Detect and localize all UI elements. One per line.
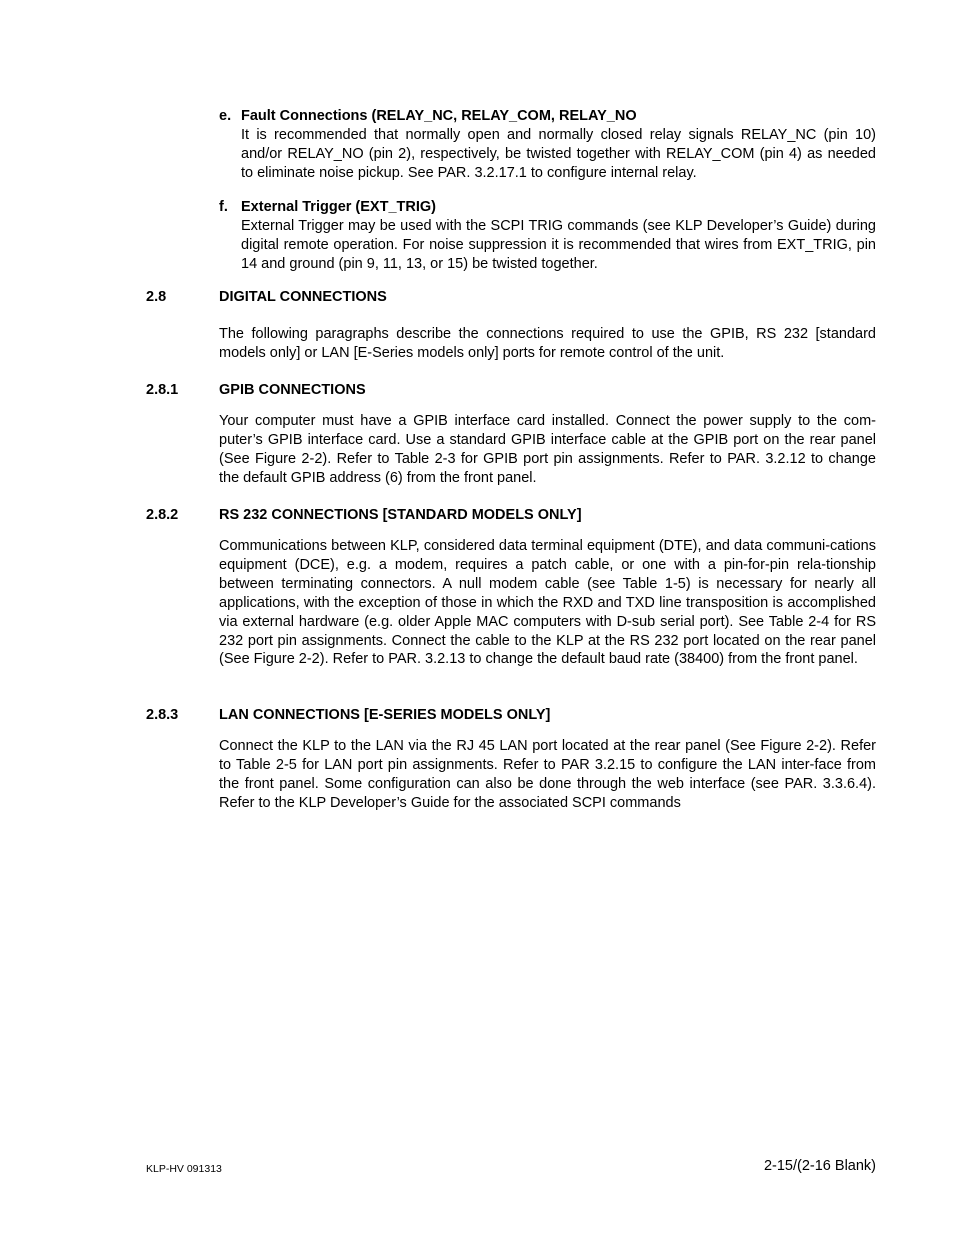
section-number: 2.8.3	[146, 707, 179, 723]
list-item-text: It is recommended that normally open and normally closed relay signals RELAY_NC (pin 10) and/or RELAY_NO (pin 2), respectively, be twisted together with RELAY_COM (pin 4) as needed to eliminate noise pickup. See PAR. 3.2.17.1 to configure internal relay.	[241, 127, 876, 181]
list-item-label: f.	[219, 199, 228, 215]
footer-document-id: KLP-HV 091313	[146, 1163, 222, 1175]
list-item-title: Fault Connections (RELAY_NC, RELAY_COM, RELAY_NO	[241, 108, 637, 124]
footer-page-number: 2-15/(2-16 Blank)	[763, 1158, 876, 1174]
section-paragraph-2-8-1: Your computer must have a GPIB interface card installed. Connect the power supply to the com-puter’s GPIB interface card. Use a standard GPIB interface cable at the GPIB port on the rear panel (See Figure 2-2). Refer to Table 2-3 for GPIB port pin assignments. Refer to PAR. 3.2.12 to change the default GPIB address (6) from the front panel.	[219, 413, 876, 486]
section-title: LAN CONNECTIONS [E-SERIES MODELS ONLY]	[219, 707, 551, 723]
section-number: 2.8.1	[146, 382, 179, 398]
list-item-title: External Trigger (EXT_TRIG)	[241, 199, 436, 215]
section-number: 2.8.2	[146, 507, 179, 523]
section-number: 2.8	[146, 289, 167, 305]
section-title: RS 232 CONNECTIONS [STANDARD MODELS ONLY]	[219, 507, 582, 523]
list-item-text: External Trigger may be used with the SCPI TRIG commands (see KLP Developer’s Guide) during digital remote operation. For noise suppression it is recommended that wires from EXT_TRIG, pin 14 and ground (pin 9, 11, 13, or 15) be twisted together.	[241, 218, 876, 272]
section-title: DIGITAL CONNECTIONS	[219, 289, 387, 305]
list-item-label: e.	[219, 108, 232, 124]
section-paragraph-2-8-2: Communications between KLP, considered data terminal equipment (DTE), and data communi-cations equipment (DCE), e.g. a modem, requires a patch cable, or one with a pin-for-pin rela-tionship between terminating connectors. A null modem cable (see Table 1-5) is necessary for nearly all applications, with the exception of those in which the RXD and TXD line transposition is accomplished via external hardware (e.g. older Apple MAC computers with D-sub serial port). See Table 2-4 for RS 232 port pin assignments. Connect the cable to the KLP at the RS 232 port located on the rear panel (See Figure 2-2). Refer to PAR. 3.2.13 to change the default baud rate (38400) from the front panel.	[219, 538, 876, 668]
section-title: GPIB CONNECTIONS	[219, 382, 366, 398]
section-paragraph-2-8-3: Connect the KLP to the LAN via the RJ 45 LAN port located at the rear panel (See Figure 2-2). Refer to Table 2-5 for LAN port pin assignments. Refer to PAR 3.2.15 to configure the LAN inter-face from the front panel. Some configuration can also be done through the web interface (see PAR. 3.3.6.4). Refer to the KLP Developer’s Guide for the associated SCPI commands	[219, 738, 876, 811]
section-paragraph-2-8: The following paragraphs describe the connections required to use the GPIB, RS 232 [standard models only] or LAN [E-Series models only] ports for remote control of the unit.	[219, 326, 876, 361]
